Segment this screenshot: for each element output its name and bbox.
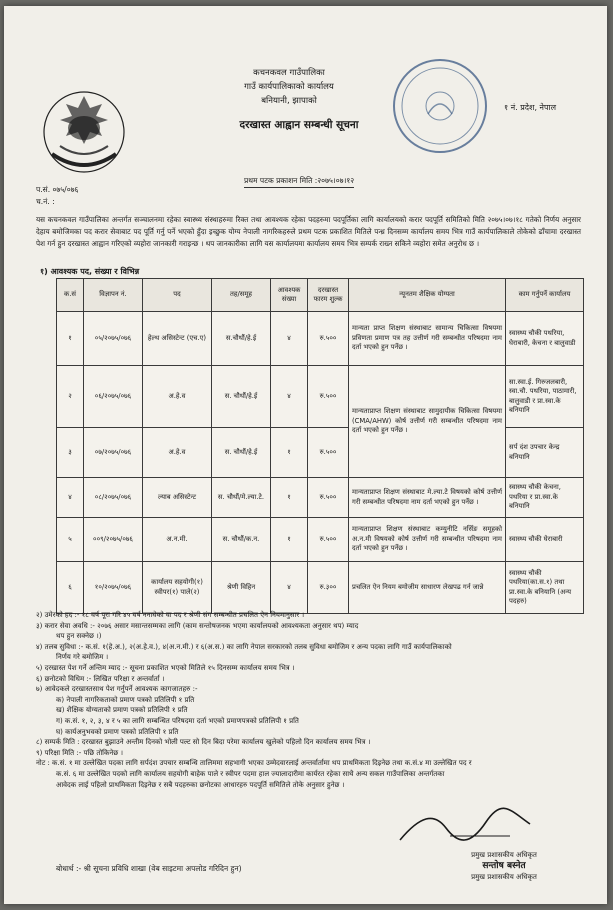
cell-office: सर्प दंश उपचार केन्द्र बनियानि — [506, 428, 584, 478]
intro-paragraph: यस कचनकवल गाउँपालिका अन्तर्गत सञ्चालनमा रहेका स्वास्थ्य संस्थाहरुमा रिक्त तथा आवश्यक रहेका पदहरुमा पदपूर्तिका लागि कार्यालयको करार पदपूर्ति समितिको मिति २०७५।०७।१८ गतेको निर्णय अनुसार देहाय बमोजिमका पद करार सेवाबाट पद पूर्ति गर्नु पर्ने भएको हुँदा इच्छुक योग्य नेपाली नागरिकहरुले प्रथम पटक प्रकाशित मितिले पन्ध्र दिनसम्म कार्यालय समय भित्र गाउँ कार्यपालिकाले तोकेको ढाँचामा दरखास्त पेश गर्न हुन दरखास्त आह्वान गरिएको व्यहोरा जानकारी गराइन्छ । थप जानकारीका लागि यस कार्यालयमा कार्यालय समय भित्र सम्पर्क राख्न सकिने व्यहोरा समेत अनुरोध छ । — [36, 215, 581, 248]
cell-fee: रु.३०० — [308, 562, 349, 614]
cell-sn: ६ — [57, 562, 84, 614]
cell-level: स. चौथौं/मे.ल्या.टे. — [212, 478, 271, 518]
col-header-post: पद — [143, 279, 212, 312]
term-document-item: घ) कार्यअनुभवको प्रमाण पत्रको प्रतिलिपी १ प्रति — [56, 727, 179, 736]
cell-sn: १ — [57, 312, 84, 366]
cell-sn: ३ — [57, 428, 84, 478]
cell-count: ४ — [271, 366, 308, 428]
table-header-row — [57, 279, 584, 312]
terms-list — [36, 610, 596, 790]
cell-level: श्रेणी विहिन — [212, 562, 271, 614]
cell-post: कार्यालय सहयोगी(१) स्वीपर(१) पाले(२) — [143, 562, 212, 614]
cell-qualification: मान्यता प्राप्त शिक्षण संस्थाबाट सामान्य चिकित्सा विषयमा प्रविणता प्रमाण पत्र तह उत्तीर्ण गरी सम्बन्धीत परिषदमा नाम दर्ता भएको हुन पर्नेछ । — [349, 312, 506, 366]
term-documents: ७) आवेदकले दरखास्तसाथ पेश गर्नुपर्ने आवश्यक कागजातहरु :- — [36, 685, 198, 694]
term-contact-date: ८) सम्पर्क मिति : दरखास्त बुझाउने अन्तीम दिनको भोली पल्ट सो दिन बिदा परेमा कार्यालय खुलेको पहिलो दिन कार्यालय समय भित्र । — [36, 738, 371, 747]
officer-role: प्रमुख प्रशासकीय अधिकृत — [471, 851, 537, 859]
officer-block — [444, 850, 564, 883]
cell-office: सा.स्वा.ई. गिरुजलबारी, स्वा.चौ. पथरिया, पाठामारी, बालुवाडी र प्रा.स्वा.के बनियानि — [506, 366, 584, 428]
cell-qualification: मान्यताप्राप्त शिक्षण संस्थाबाट मे.ल्या.टे विषयको कोर्ष उत्तीर्ण गरी सम्बन्धीत परिषदमा नाम दर्ता भएको हुन पर्नेछ । — [349, 478, 506, 518]
cell-adv: ०८/२०७५/०७६ — [84, 478, 143, 518]
col-header-office: काम गर्नुपर्ने कार्यालय — [506, 279, 584, 312]
table-row — [57, 366, 584, 428]
cell-fee: रु.५०० — [308, 428, 349, 478]
cell-post: अ.हे.व — [143, 428, 212, 478]
cell-post: अ.हे.व — [143, 366, 212, 428]
cell-fee: रु.५०० — [308, 518, 349, 562]
cell-post: अ.न.मी. — [143, 518, 212, 562]
first-publication-date: प्रथम पटक प्रकाशन मिति :२०७५।०७।१२ — [244, 176, 354, 188]
term-salary-cont: निर्णय गरे बमोजिम । — [56, 653, 109, 662]
cell-qualification: मान्यताप्राप्त शिक्षण संस्थाबाट सामुदायीक चिकित्सा विषयमा (CMA/AHW) कोर्ष उत्तीर्ण गरी सम्बन्धीत परिषदमा नाम दर्ता भएको हुन पर्नेछ । — [349, 366, 506, 478]
term-contract-period-cont: थप हुन सक्नेछ ।) — [56, 632, 102, 641]
notice-title: दरखास्त आह्वान सम्बन्धी सूचना — [239, 119, 359, 131]
term-exam-date: ९) परिक्षा मिति :- पछि तोकिनेछ । — [36, 748, 124, 757]
cell-qualification: प्रचलित ऐन नियम बमोजीम साधारण लेखपढ गर्न जान्ने — [349, 562, 506, 614]
cell-level: स. चौथौं/हे.ई — [212, 428, 271, 478]
officer-title-stamp: प्रमुख प्रशासकीय अधिकृत — [471, 873, 537, 881]
cell-level: स. चौथौं/हे.ई — [212, 366, 271, 428]
term-salary: ४) तलब सुविधा :- क.सं. १(हे.अ.), २(अ.हे.व.), ४(अ.न.मी.) र ६(अ.स.) का लागि नेपाल सरकारको तलब सुविधा बमोजिम र अन्य पदका लागि गाउँ कार्यपालिकाको — [36, 642, 452, 651]
col-header-qualification: न्यूनतम शैक्षिक योग्यता — [349, 279, 506, 312]
cell-post: ल्याब असिस्टेन्ट — [143, 478, 212, 518]
note-line-3: आवेदक लाई पहिलो प्राथमिकता दिइनेछ र सबै पदहरुका छनोटका आधारहरु पदपूर्ति समितिले तोके अनुसार हुनेछ । — [56, 780, 345, 789]
cell-count: १ — [271, 428, 308, 478]
cell-office: स्वास्थ्य चौकी घेराबारी — [506, 518, 584, 562]
signature-icon — [390, 806, 540, 850]
header-line-2: गाउँ कार्यपालिकाको कार्यालय — [244, 82, 334, 92]
cell-level: स. चौथौं/क.न. — [212, 518, 271, 562]
term-contract-period: ३) करार सेवा अवधि :- २०७६ असार मसान्तसम्मका लागि (काम सन्तोषजनक भएमा कार्यालयको आवश्यकता अनुसार थप) म्याद — [36, 621, 359, 630]
cell-qualification: मान्यताप्राप्त शिक्षण संस्थाबाट कम्युनीटि नर्सिङ समूहको अ.न.मी विषयको कोर्ष उत्तीर्ण गरी सम्बन्धीत परिषदमा नाम दर्ता भएको हुन पर्नेछ । — [349, 518, 506, 562]
header-line-3: बनियानी, झापाको — [261, 96, 317, 106]
col-header-sn: क.सं — [57, 279, 84, 312]
province-label: १ नं. प्रदेश, नेपाल — [504, 103, 557, 112]
cell-adv: १०/२०७५/०७६ — [84, 562, 143, 614]
cell-fee: रु.५०० — [308, 366, 349, 428]
term-age: २) उमेरको हद :- १८ वर्ष पूरा गरि ४५ वर्ष ननाघेको वा पद र श्रेणी संग सम्बन्धीत प्रचलित ऐन नियमानुसार । — [36, 611, 305, 619]
notice-paper — [4, 6, 607, 904]
cell-count: १ — [271, 518, 308, 562]
term-document-item: ग) क.सं. १, २, ३, ४ र ५ का लागि सम्बन्धित परिषदमा दर्ता भएको प्रमाणपत्रको प्रतिलिपी १ प्रति — [56, 716, 299, 725]
dispatch-number: च.नं. : — [36, 197, 55, 206]
cell-adv: ०५/२०७५/०७६ — [84, 312, 143, 366]
header-line-1: कचनकवल गाउँपालिका — [253, 68, 325, 78]
office-stamp-icon — [388, 54, 492, 158]
cell-adv: ०६/२०७५/०७६ — [84, 366, 143, 428]
cell-adv: ०७/२०७५/०७६ — [84, 428, 143, 478]
cell-count: ४ — [271, 312, 308, 366]
cell-post: हेल्थ असिस्टेन्ट (एच.ए) — [143, 312, 212, 366]
note-line-2: क.सं. ६ मा उल्लेखित पदको लागि कार्यालय सहयोगी बाहेक पाले र स्वीपर पदमा हाल ज्यालादारीमा कार्यरत रहेका साथै अन्य सकल गाउँपालिका अन्तर्गतका — [56, 769, 445, 778]
cell-count: १ — [271, 478, 308, 518]
cell-office: स्वास्थ्य चौकी केचना, पथरिया र प्रा.स्वा.के बनियानि — [506, 478, 584, 518]
term-document-item: क) नेपाली नागरिकताको प्रमाण पत्रको प्रतिलिपी १ प्रति — [56, 695, 195, 704]
office-header — [204, 66, 374, 108]
cell-fee: रु.५०० — [308, 312, 349, 366]
table-row — [57, 562, 584, 614]
col-header-count: आवश्यक संख्या — [271, 279, 308, 312]
vacancy-table — [56, 278, 584, 614]
term-document-item: ख) शैक्षिक योग्यताको प्रमाण पत्रको प्रतिलिपी १ प्रति — [56, 706, 188, 715]
cell-sn: ४ — [57, 478, 84, 518]
reference-numbers — [36, 184, 78, 208]
cell-level: स.चौथौं/हे.ई — [212, 312, 271, 366]
cell-count: ४ — [271, 562, 308, 614]
cell-adv: ००९/२०७५/०७६ — [84, 518, 143, 562]
col-header-level: तह/समूह — [212, 279, 271, 312]
letter-number: प.सं. ०७५/०७६ — [36, 185, 79, 194]
table-row — [57, 478, 584, 518]
term-deadline: ५) दरखास्त पेश गर्ने अन्तिम म्याद :- सूचना प्रकाशित भएको मितिले १५ दिनसम्म कार्यालय समय भित्र । — [36, 663, 295, 672]
col-header-fee: दरखास्त फारम शुल्क — [308, 279, 349, 312]
cell-sn: ५ — [57, 518, 84, 562]
nepal-emblem-icon — [30, 84, 138, 180]
col-header-adv: विज्ञापन नं. — [84, 279, 143, 312]
cell-sn: २ — [57, 366, 84, 428]
section-1-title: १) आवश्यक पद, संख्या र विभिन्न — [40, 267, 140, 276]
cell-fee: रु.५०० — [308, 478, 349, 518]
term-selection-method: ६) छनोटको विधिम :- लिखित परिक्षा र अन्तर्वार्ता । — [36, 674, 165, 683]
note-line-1: नोट : क.सं. १ मा उल्लेखित पदका लागि सर्पदंश उपचार सम्बन्धि तालिममा सहभागी भएका उम्मेदवारलाई अन्तर्वार्तामा थप प्राथमिकता दिइनेछ तथा क.सं.४ मा उल्लेखित पद र — [36, 759, 472, 768]
cc-footer: बोधार्थ :- श्री सूचना प्रविधि शाखा (वेब साइटमा अपलोड गरिदिन हुन) — [56, 864, 242, 873]
table-row — [57, 518, 584, 562]
cell-office: स्वास्थ्य चौकी पथरिया(का.स.१) तथा प्रा.स्वा.के बनियानि (अन्य पदहरु) — [506, 562, 584, 614]
officer-name: सन्तोष बस्नेत — [482, 861, 526, 871]
cell-office: स्वास्थ्य चौकी पथरिया, घेराबारी, केचना र बालुवाडी — [506, 312, 584, 366]
table-row — [57, 312, 584, 366]
